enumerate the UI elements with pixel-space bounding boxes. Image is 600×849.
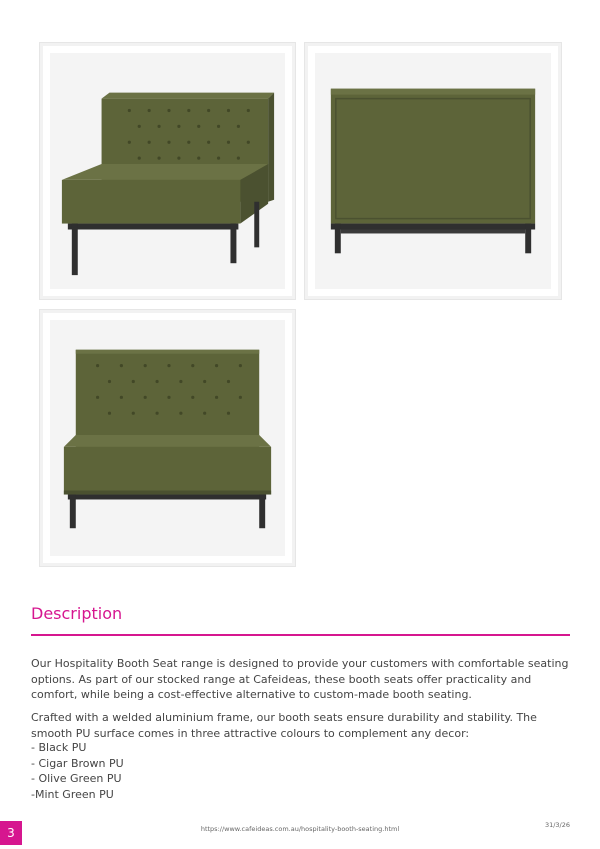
colour-option: - Black PU <box>31 741 87 754</box>
colour-option: -Mint Green PU <box>31 787 114 801</box>
heading-divider <box>31 634 570 636</box>
colour-option: - Olive Green PU <box>31 772 122 785</box>
booth-seat-angled-illustration <box>50 53 285 289</box>
image-frame-back <box>304 42 562 300</box>
page-number: 3 <box>0 821 22 845</box>
booth-seat-angled-photo <box>50 53 285 289</box>
booth-seat-front-illustration <box>50 320 285 556</box>
booth-seat-front-photo <box>50 320 285 556</box>
description-paragraph-2: Crafted with a welded aluminium frame, our booth seats ensure durability and stability. The smooth PU surface comes in three attractive colours to complement any decor: <box>31 711 537 740</box>
image-frame-front <box>39 309 296 567</box>
footer-date: 31/3/26 <box>544 821 570 829</box>
colour-options-list <box>31 740 124 802</box>
description-heading: Description <box>31 604 123 623</box>
footer-url: https://www.cafeideas.com.au/hospitality-booth-seating.html <box>200 825 400 833</box>
image-frame-angled <box>39 42 296 300</box>
colour-option: - Cigar Brown PU <box>31 756 124 770</box>
description-paragraph-1: Our Hospitality Booth Seat range is designed to provide your customers with comfortable seating options. As part of our stocked range at Cafeideas, these booth seats offer practicality and comfort, while being a cost-effective alternative to custom-made booth seating. <box>31 657 569 701</box>
booth-seat-back-illustration <box>315 53 551 289</box>
booth-seat-back-photo <box>315 53 551 289</box>
